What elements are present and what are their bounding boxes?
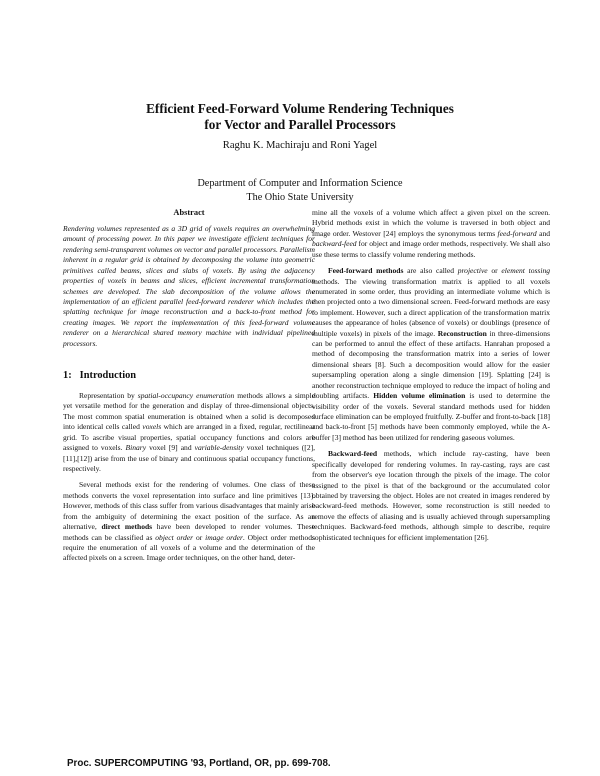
text-run: mine all the voxels of a volume which affect a given pixel on the screen. Hybrid methods exist in which the volume is traversed in both object and image order. Westover [24] employs the synonymous terms [312,208,550,238]
text-run: Binary [125,443,147,453]
section-number: 1: [63,370,72,382]
text-run: voxels [142,422,162,432]
text-run: methods allows a simple yet versatile method for the generation and display of three-dimensional objects. The most common spatial enumeration is obtained when a solid is decomposed into identical cells called [63,391,315,432]
text-run: Backward-feed [328,449,378,459]
text-run: and [536,228,550,238]
text-run: for object and image order methods, respectively. We shall also use these terms to classify volume rendering methods. [312,239,550,259]
text-run: have been developed to render volumes. These methods can be classified as [63,522,315,542]
affiliation-department: Department of Computer and Information Science [197,178,403,189]
text-run: which are arranged in a fixed, regular, rectilinear grid. To ascribe visual properties, spatial occupancy functions and colors are assigned to voxels. [63,422,315,453]
text-run: is used to determine the visibility order of the voxels. Several standard methods used for hidden surface elimination can be employed fruitfully. Z-buffer and front-to-back [18] and back-to-front [5] methods have been commonly employed, while the A-buffer [3] method has been utilized for rendering gaseous volumes. [312,391,550,442]
text-run: voxel techniques ([2], [11],[12]) arise from the use of binary and continuous spatial occupancy functions, respectively. [63,443,315,474]
text-run: projective [457,266,488,276]
text-run: image order [205,532,243,542]
section-heading-introduction [63,369,315,382]
feed-forward-paragraph [312,266,550,443]
backward-feed-paragraph [312,449,550,543]
intro-paragraph-2 [63,480,315,563]
text-run: or [193,532,206,542]
title-line-2: for Vector and Parallel Processors [204,117,396,132]
text-run: voxel [9] and [146,443,195,453]
text-run: methods, which include ray-casting, have been specifically developed for rendering volumes. In ray-casting, rays are cast from the observer's eye location through the pixels of the image. The color assigned to the pixel is that of the background or the accumulated color obtained by traversing the object. Holes are not created in images rendered by backward-feed methods. However, some reconstruction is still needed to remove the effects of aliasing and is usually achieved through supersampling techniques. Backward-feed methods, although simple to describe, require sophisticated techniques for efficient implementation [26]. [312,449,550,542]
affiliation-university: The Ohio State University [246,192,354,203]
text-run: Reconstruction [437,328,487,338]
text-run: direct methods [101,522,153,532]
text-run: are also called [403,266,458,276]
authors: Raghu K. Machiraju and Roni Yagel [222,140,378,151]
right-column [312,208,550,549]
abstract-text: Rendering volumes represented as a 3D grid of voxels requires an overwhelming amount of processing power. In this paper we investigate efficient techniques for rendering semi-transparent volumes on vector and parallel processors. Parallelism inherent in a regular grid is obtained by decomposing the volume into geometric primitives called beams, slices and slabs of voxels. By using the adjacency properties of voxels in beams and slices, efficient incremental transformation schemes are developed. The slab decomposition of the volume allows the implementation of an efficient parallel feed-forward renderer which includes the splatting technique for image reconstruction and a back-to-front method for creating images. We report the implementation of this feed-forward volume renderer on a hierarchical shared memory machine with individual pipelined processors. [63,224,315,348]
text-run: object order [155,532,194,542]
text-run: Representation by [79,391,138,401]
text-run: feed-forward [497,228,537,238]
publication-footer: Proc. SUPERCOMPUTING '93, Portland, OR, pp. 699-708. [67,758,331,769]
text-run: or [487,266,502,276]
left-column [63,207,315,570]
text-run: variable-density [194,443,244,453]
affiliation [0,177,600,205]
text-run: Hidden volume elimination [373,391,466,401]
section-title: Introduction [79,370,137,382]
text-run: . Object order methods require the enumeration of all voxels of a volume and the determination of the affected pixels on a screen. Image order techniques, on the other hand, deter- [63,532,315,563]
text-run: element tossing [501,266,551,276]
paper-title [0,101,600,133]
text-run: spatial-occupancy enumeration [137,391,235,401]
intro-paragraph-1 [63,391,315,474]
text-run: backward-feed [312,239,357,249]
intro-paragraph-3 [312,208,550,260]
abstract-heading: Abstract [173,208,205,217]
text-run: in three-dimensions can be performed to annul the effect of these artifacts. Hanrahan proposed a method of decomposing the transformation matrix into a series of lower dimensional shears [8]. Such a decomposition would allow for the easier supersampling operation along a single dimension [19]. Splatting [24] is another reconstruction technique employed to reduce the impact of holing and doubling artifacts. [312,328,551,401]
text-run: Several methods exist for the rendering of volumes. One class of these methods converts the voxel representation into surface and line primitives [13]. However, methods of this class suffer from various disadvantages that mainly arise from the ambiguity of determining the exact position of the surface. As an alternative, [63,480,315,532]
title-line-1: Efficient Feed-Forward Volume Rendering Techniques [146,101,454,116]
text-run: Feed-forward methods [328,266,404,276]
text-run: methods. The viewing transformation matrix is applied to all voxels enumerated in some order, thus providing an intermediate volume which is then projected onto a two dimensional screen. Feed-forward methods are easy to implement. However, such a direct application of the transformation matrix causes the appearance of holes (absence of voxels) or doublings (presence of multiple voxels) in pixels of the image. [312,276,550,338]
